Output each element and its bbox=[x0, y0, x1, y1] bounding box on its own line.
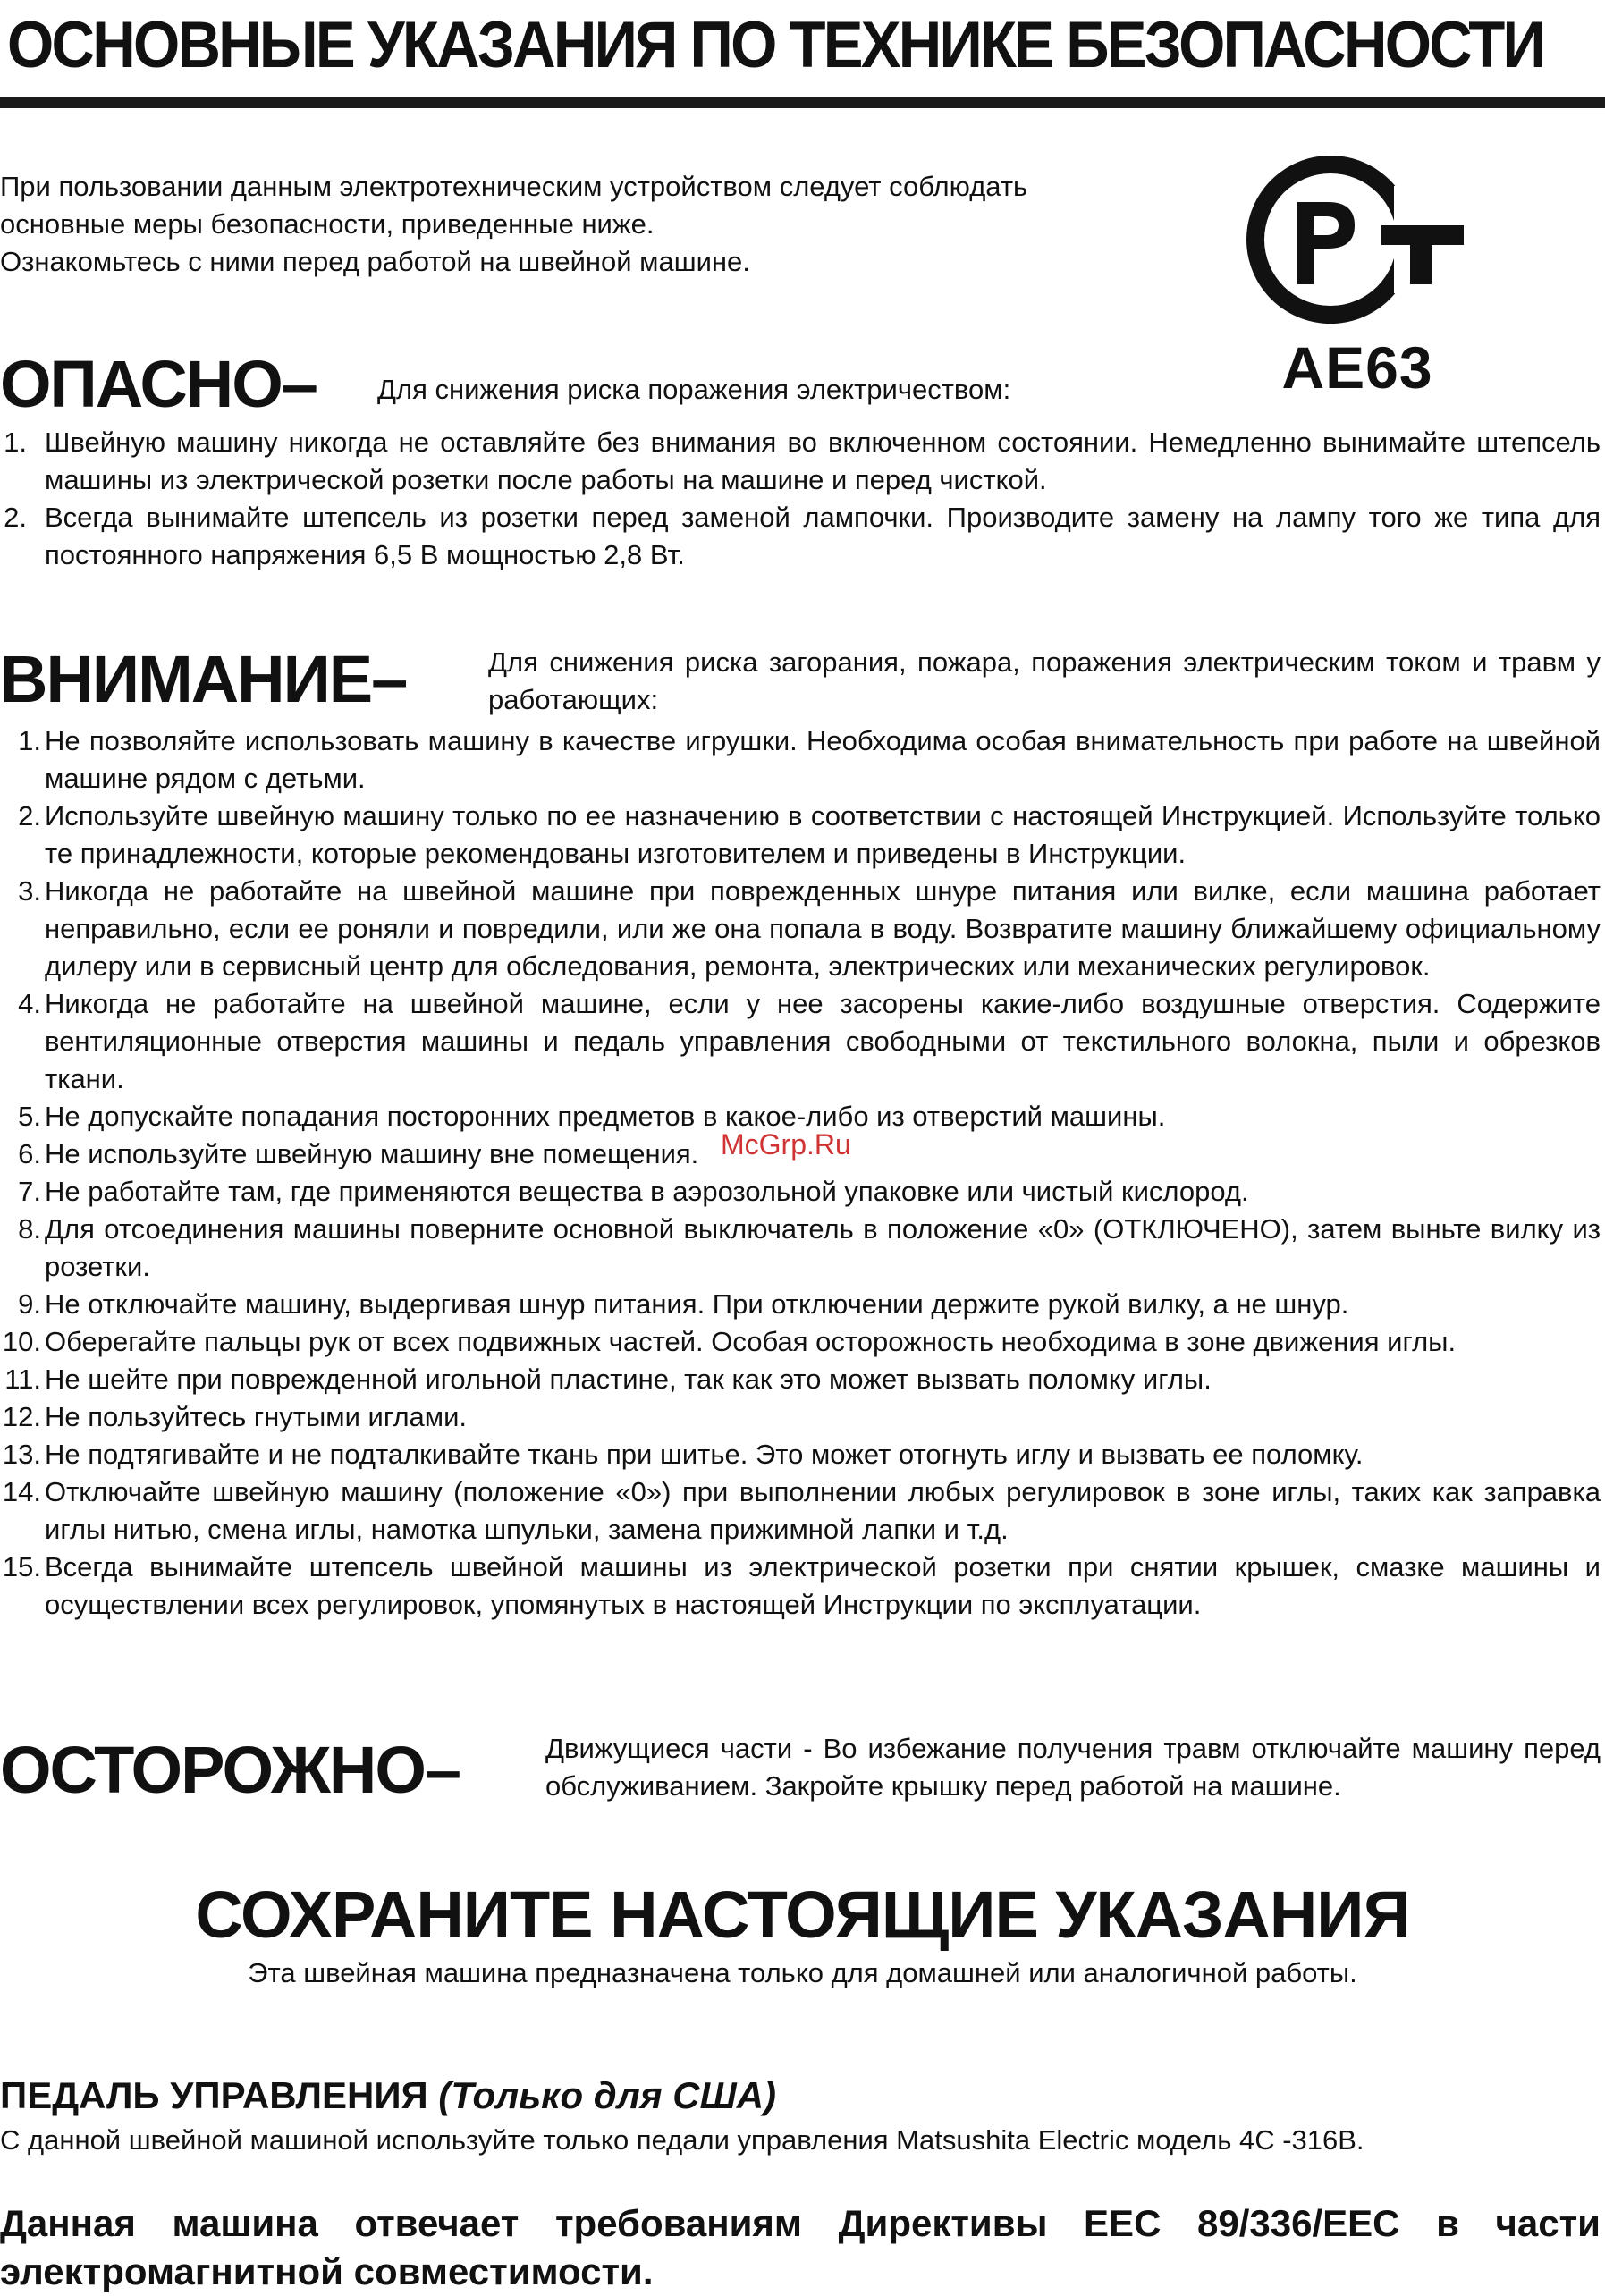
list-item bbox=[0, 1286, 1601, 1323]
item-number: 1. bbox=[18, 725, 41, 756]
item-number: 14. bbox=[2, 1476, 41, 1507]
pedal-text: С данной швейной машиной используйте только педали управления Matsushita Electric модель 4C -316B. bbox=[0, 2124, 1364, 2156]
list-item bbox=[0, 1361, 1601, 1398]
item-number: 6. bbox=[18, 1138, 41, 1169]
item-text: Не работайте там, где применяются вещества в аэрозольной упаковке или чистый кислород. bbox=[45, 1176, 1249, 1207]
list-item bbox=[0, 722, 1601, 798]
warning-heading: ВНИМАНИЕ– bbox=[0, 642, 407, 716]
item-text: Не используйте швейную машину вне помещения. bbox=[45, 1138, 699, 1169]
item-text: Не отключайте машину, выдергивая шнур питания. При отключении держите рукой вилку, а не шнур. bbox=[45, 1288, 1349, 1320]
item-text: Никогда не работайте на швейной машине, если у нее засорены какие-либо воздушные отверстия. Содержите вентиляционные отверстия машины и педаль управления свободными от текстильного волокна, пыли и обрезков ткани. bbox=[45, 988, 1601, 1094]
list-item bbox=[0, 499, 1601, 574]
list-item bbox=[0, 1398, 1601, 1436]
intro-line: Ознакомьтесь с ними перед работой на швейной машине. bbox=[0, 246, 750, 277]
item-number: 10. bbox=[2, 1326, 41, 1357]
list-item bbox=[0, 1211, 1601, 1286]
item-text: Не пользуйтесь гнутыми иглами. bbox=[45, 1401, 468, 1432]
list-item bbox=[0, 1549, 1601, 1624]
pedal-heading-text: ПЕДАЛЬ УПРАВЛЕНИЯ bbox=[0, 2074, 428, 2116]
intro-paragraph bbox=[0, 168, 1189, 281]
list-item bbox=[0, 985, 1601, 1098]
danger-list bbox=[0, 424, 1601, 574]
item-text: Не допускайте попадания посторонних предметов в какое-либо из отверстий машины. bbox=[45, 1101, 1166, 1132]
item-number: 8. bbox=[18, 1213, 41, 1245]
save-instructions-title: СОХРАНИТЕ НАСТОЯЩИЕ УКАЗАНИЯ bbox=[195, 1878, 1410, 1952]
item-text: Не позволяйте использовать машину в качестве игрушки. Необходима особая внимательность при работе на швейной машине рядом с детьми. bbox=[45, 725, 1601, 794]
item-text: Отключайте швейную машину (положение «0») при выполнении любых регулировок в зоне иглы, таких как заправка иглы нитью, смена иглы, намотка шпульки, замена прижимной лапки и т.д. bbox=[45, 1476, 1601, 1545]
certification-logo bbox=[1219, 150, 1474, 409]
warning-lead: Для снижения риска загорания, пожара, поражения электрическим током и травм у работающих: bbox=[488, 646, 1601, 715]
list-item bbox=[0, 873, 1601, 985]
item-text: Всегда вынимайте штепсель швейной машины из электрической розетки при снятии крышек, смазке машины и осуществлении всех регулировок, упомянутых в настоящей Инструкции по эксплуатации. bbox=[45, 1551, 1601, 1620]
item-number: 5. bbox=[18, 1101, 41, 1132]
intro-line: основные меры безопасности, приведенные ниже. bbox=[0, 208, 655, 240]
item-number: 15. bbox=[2, 1551, 41, 1583]
item-number: 9. bbox=[18, 1288, 41, 1320]
item-text: Для отсоединения машины поверните основной выключатель в положение «0» (ОТКЛЮЧЕНО), затем выньте вилку из розетки. bbox=[45, 1213, 1601, 1282]
item-number: 12. bbox=[2, 1401, 41, 1432]
item-number: 13. bbox=[2, 1439, 41, 1470]
item-text: Используйте швейную машину только по ее назначению в соответствии с настоящей Инструкцией. Используйте только те принадлежности, которые рекомендованы изготовителем и приведены в Инструкции. bbox=[45, 800, 1601, 869]
item-number: 3. bbox=[18, 875, 41, 907]
watermark: McGrp.Ru bbox=[721, 1128, 851, 1161]
item-number: 4. bbox=[18, 988, 41, 1019]
danger-lead: Для снижения риска поражения электричеством: bbox=[377, 374, 1011, 405]
item-text: Оберегайте пальцы рук от всех подвижных частей. Особая осторожность необходима в зоне движения иглы. bbox=[45, 1326, 1457, 1357]
item-text: Никогда не работайте на швейной машине при поврежденных шнуре питания или вилке, если машина работает неправильно, если ее роняли и повредили, или же она попала в воду. Возвратите машину ближайшему официальному дилеру или в сервисный центр для обследования, ремонта, электрических или механических регулировок. bbox=[45, 875, 1601, 982]
list-item bbox=[0, 1173, 1601, 1211]
item-text: Не шейте при поврежденной игольной пластине, так как это может вызвать поломку иглы. bbox=[45, 1363, 1212, 1395]
certification-code: АЕ63 bbox=[1281, 334, 1433, 401]
item-number: 11. bbox=[4, 1363, 41, 1395]
pedal-heading-note: (Только для США) bbox=[438, 2074, 777, 2116]
item-text: Не подтягивайте и не подталкивайте ткань при шитье. Это может отогнуть иглу и вызвать ее поломку. bbox=[45, 1439, 1364, 1470]
danger-heading: ОПАСНО– bbox=[0, 347, 317, 421]
title-divider bbox=[0, 97, 1605, 108]
warning-list bbox=[0, 722, 1601, 1624]
pct-mark-icon bbox=[1219, 150, 1474, 338]
item-number: 2. bbox=[18, 800, 41, 831]
list-item bbox=[0, 1473, 1601, 1549]
list-item bbox=[0, 424, 1601, 499]
directive-statement: Данная машина отвечает требованиям Директивы ЕЕС 89/336/ЕЕС в части электромагнитной совместимости. bbox=[0, 2202, 1601, 2292]
pedal-heading bbox=[0, 2072, 776, 2119]
caution-lead: Движущиеся части - Во избежание получения травм отключайте машину перед обслуживанием. Закройте крышку перед работой на машине. bbox=[545, 1733, 1601, 1802]
item-number: 1. bbox=[4, 426, 27, 458]
page-title: ОСНОВНЫЕ УКАЗАНИЯ ПО ТЕХНИКЕ БЕЗОПАСНОСТИ bbox=[7, 9, 1544, 81]
list-item bbox=[0, 798, 1601, 873]
item-number: 7. bbox=[18, 1176, 41, 1207]
list-item bbox=[0, 1323, 1601, 1361]
item-number: 2. bbox=[4, 502, 27, 533]
item-text: Всегда вынимайте штепсель из розетки перед заменой лампочки. Производите замену на лампу того же типа для постоянного напряжения 6,5 В мощностью 2,8 Вт. bbox=[45, 502, 1601, 570]
save-instructions-subtitle: Эта швейная машина предназначена только для домашней или аналогичной работы. bbox=[248, 1957, 1357, 1988]
intro-line: При пользовании данным электротехническим устройством следует соблюдать bbox=[0, 171, 1028, 202]
list-item bbox=[0, 1436, 1601, 1473]
caution-heading: ОСТОРОЖНО– bbox=[0, 1733, 460, 1807]
item-text: Швейную машину никогда не оставляйте без внимания во включенном состоянии. Немедленно вынимайте штепсель машины из электрической розетки после работы на машине и перед чисткой. bbox=[45, 426, 1601, 495]
